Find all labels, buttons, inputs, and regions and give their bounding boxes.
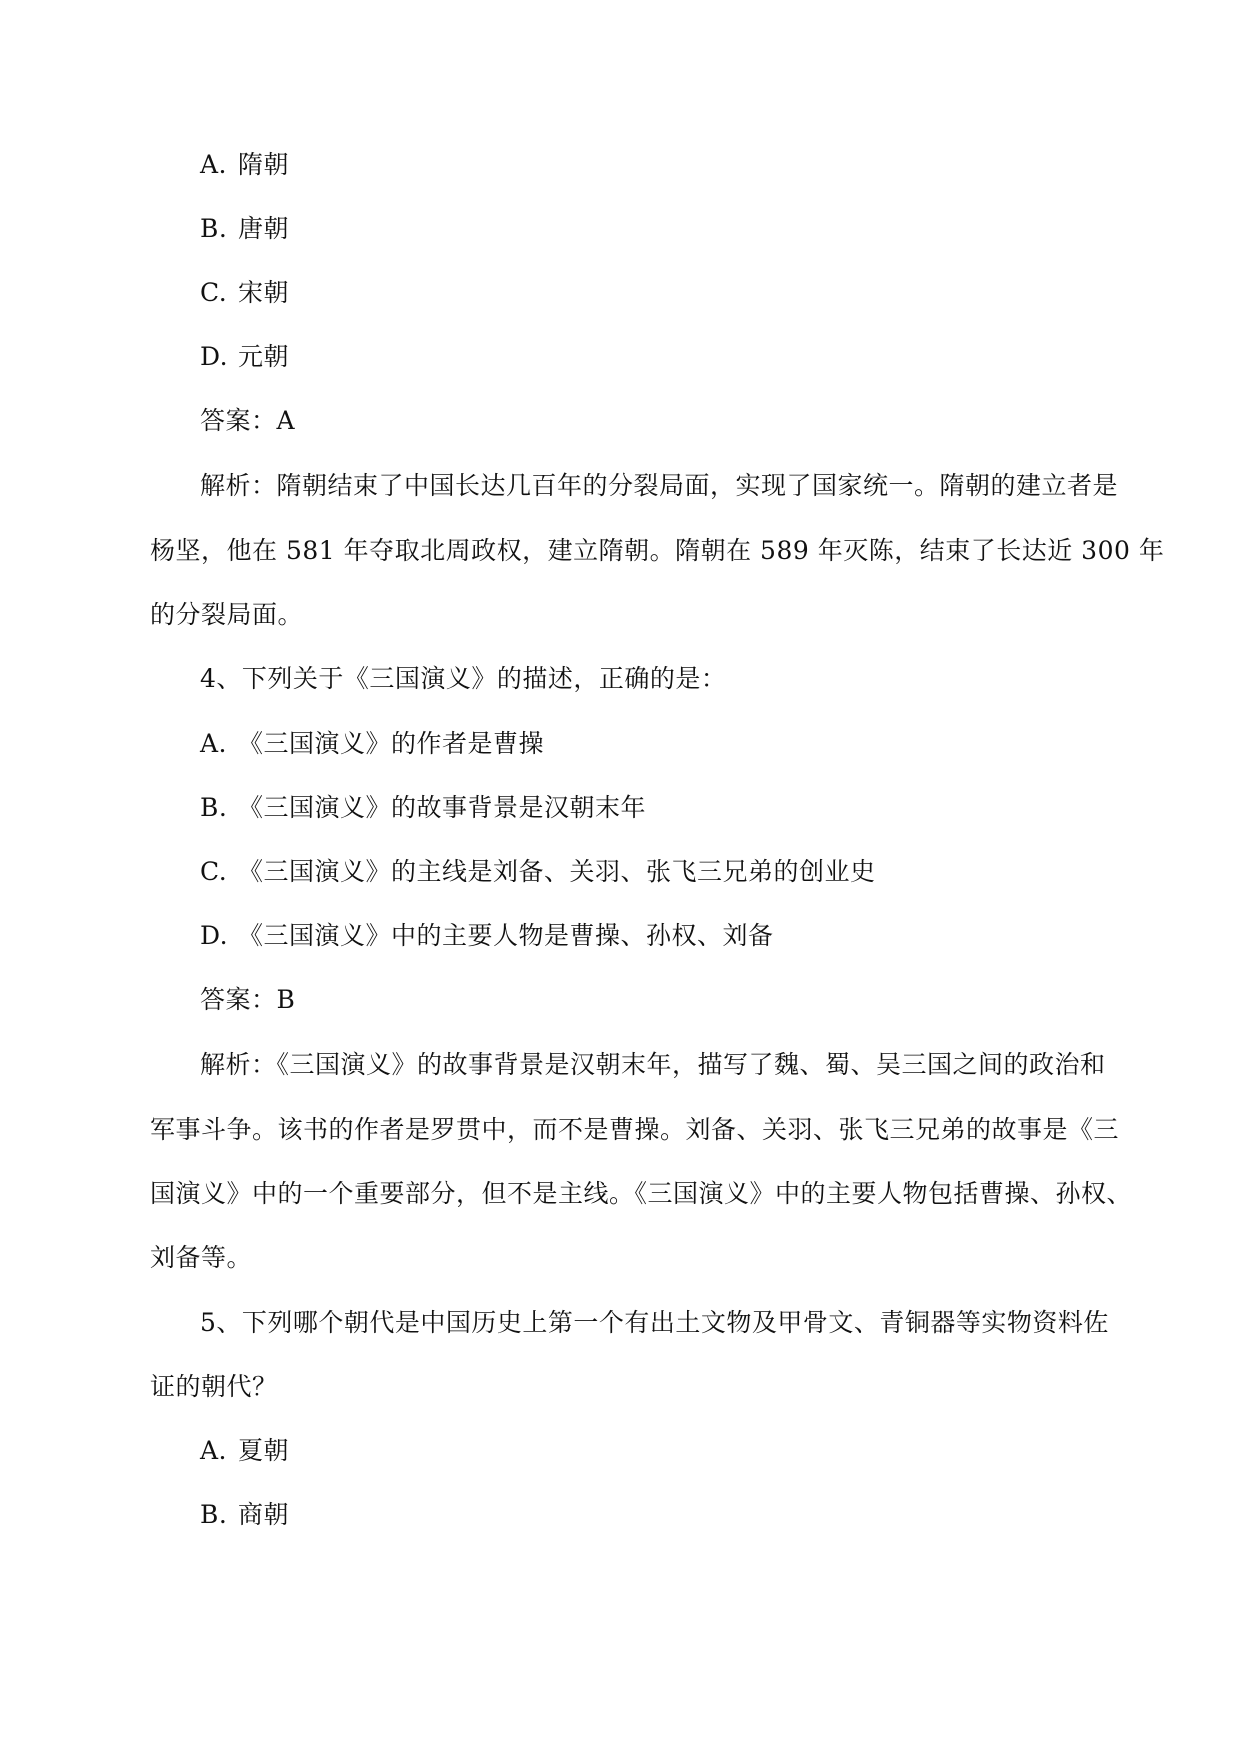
q3-answer: 答案：A [200, 406, 296, 435]
option-text: 隋朝 [238, 150, 290, 179]
option-text: 宋朝 [238, 278, 290, 307]
q3-option-b [200, 214, 289, 244]
q4-option-c [200, 857, 876, 887]
q3-option-c [200, 278, 289, 308]
option-label: B. [200, 214, 228, 243]
option-text: 元朝 [238, 342, 290, 371]
q3-option-a [200, 150, 289, 180]
option-text: 《三国演义》中的主要人物是曹操、孙权、刘备 [238, 921, 774, 950]
q3-explanation-line-2: 杨坚，他在 581 年夺取北周政权，建立隋朝。隋朝在 589 年灭陈，结束了长达近 300 年 [150, 536, 1165, 565]
q4-explanation-line-3: 国演义》中的一个重要部分，但不是主线。《三国演义》中的主要人物包括曹操、孙权、 [150, 1179, 1133, 1208]
q5-option-b [200, 1500, 289, 1530]
option-text: 《三国演义》的故事背景是汉朝末年 [238, 793, 647, 822]
option-label: A. [200, 1436, 228, 1465]
q4-option-d [200, 921, 774, 951]
option-text: 《三国演义》的主线是刘备、关羽、张飞三兄弟的创业史 [238, 857, 876, 886]
q4-explanation-line-1: 解析：《三国演义》的故事背景是汉朝末年，描写了魏、蜀、吴三国之间的政治和 [200, 1050, 1106, 1079]
q4-question: 4、下列关于《三国演义》的描述，正确的是： [200, 664, 727, 693]
option-text: 唐朝 [238, 214, 290, 243]
option-text: 夏朝 [238, 1436, 290, 1465]
q3-option-d [200, 342, 289, 372]
option-label: C. [200, 857, 228, 886]
q3-explanation-line-1: 解析：隋朝结束了中国长达几百年的分裂局面，实现了国家统一。隋朝的建立者是 [200, 471, 1119, 500]
q3-explanation-line-3: 的分裂局面。 [150, 600, 304, 629]
q5-option-a [200, 1436, 289, 1466]
option-label: A. [200, 150, 228, 179]
option-text: 《三国演义》的作者是曹操 [238, 729, 545, 758]
q4-explanation-line-4: 刘备等。 [150, 1243, 253, 1272]
q4-option-a [200, 729, 544, 759]
q4-explanation-line-2: 军事斗争。该书的作者是罗贯中，而不是曹操。刘备、关羽、张飞三兄弟的故事是《三 [150, 1115, 1120, 1144]
q5-question-line-1: 5、下列哪个朝代是中国历史上第一个有出土文物及甲骨文、青铜器等实物资料佐 [200, 1308, 1109, 1337]
q5-question-line-2: 证的朝代？ [150, 1372, 278, 1401]
option-label: D. [200, 921, 229, 950]
option-text: 商朝 [238, 1500, 290, 1529]
q4-option-b [200, 793, 646, 823]
option-label: B. [200, 1500, 228, 1529]
option-label: D. [200, 342, 229, 371]
q4-answer: 答案：B [200, 985, 296, 1014]
option-label: C. [200, 278, 228, 307]
option-label: B. [200, 793, 228, 822]
option-label: A. [200, 729, 228, 758]
